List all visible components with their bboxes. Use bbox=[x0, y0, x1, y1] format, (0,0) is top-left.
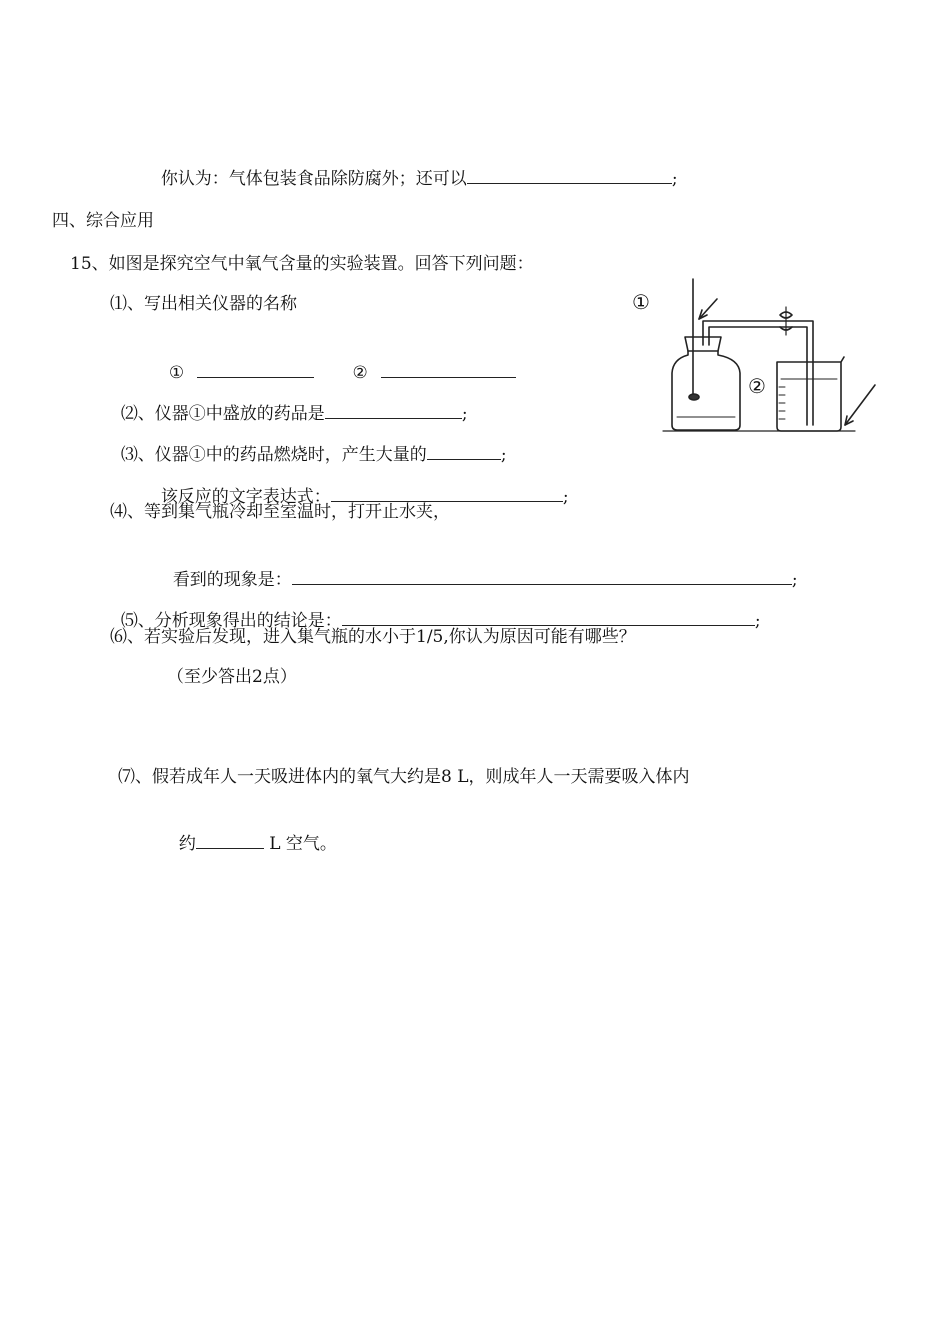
part-6-text: ⑹、若实验后发现，进入集气瓶的水小于1/5,你认为原因可能有哪些？ bbox=[110, 627, 636, 647]
part-3-suffix: ; bbox=[500, 445, 507, 465]
intro-text: 你认为：气体包装食品除防腐外；还可以 bbox=[160, 169, 467, 189]
part-6-hint: （至少答出2点） bbox=[167, 667, 297, 687]
part-2-suffix: ; bbox=[461, 404, 468, 424]
part-7-prefix: 约 bbox=[178, 834, 196, 854]
pointer-arrow-2 bbox=[845, 385, 875, 425]
part-7-suffix: L 空气。 bbox=[263, 834, 337, 854]
combustion-spoon bbox=[689, 394, 699, 400]
part-7-text: ⑺、假若成年人一天吸进体内的氧气大约是8 L，则成年人一天需要吸入体内 bbox=[118, 767, 690, 787]
part-3-blank[interactable] bbox=[427, 441, 501, 460]
question-15-stem: 15、如图是探究空气中氧气含量的实验装置。回答下列问题： bbox=[70, 254, 534, 274]
part-2-text: ⑵、仪器①中盛放的药品是 bbox=[120, 404, 325, 424]
gas-collecting-bottle bbox=[672, 351, 740, 430]
part-7-blank[interactable] bbox=[196, 830, 264, 849]
part-4-observation-suffix: ; bbox=[791, 570, 798, 590]
experiment-apparatus-diagram bbox=[655, 275, 880, 440]
part-1-item1-marker: ① bbox=[168, 363, 185, 383]
intro-answer-blank[interactable] bbox=[467, 165, 672, 184]
pointer-arrow-1 bbox=[699, 299, 717, 319]
section-title: 四、综合应用 bbox=[52, 211, 154, 231]
part-1-item2-marker: ② bbox=[352, 363, 368, 383]
intro-line bbox=[150, 141, 678, 191]
part-3-equation-text: 该反应的文字表达式： bbox=[160, 487, 331, 507]
part-5-text: ⑸、分析现象得出的结论是： bbox=[120, 611, 342, 631]
part-3-equation-suffix: ; bbox=[562, 487, 569, 507]
part-4-observation-text: 看到的现象是： bbox=[172, 570, 292, 590]
connecting-tube-inner bbox=[709, 327, 807, 425]
part-5-suffix: ; bbox=[754, 611, 761, 631]
part-5-blank[interactable] bbox=[342, 607, 755, 626]
part-7-answer-line bbox=[168, 806, 337, 856]
part-3-text: ⑶、仪器①中的药品燃烧时，产生大量的 bbox=[120, 445, 427, 465]
figure-label-1: ① bbox=[632, 290, 650, 314]
part-4-text: ⑷、等到集气瓶冷却至室温时，打开止水夹， bbox=[110, 502, 450, 522]
figure-label-2: ② bbox=[748, 374, 766, 398]
part-1-label: ⑴、写出相关仪器的名称 bbox=[110, 294, 297, 314]
intro-suffix: ; bbox=[671, 169, 678, 189]
beaker bbox=[777, 357, 844, 431]
